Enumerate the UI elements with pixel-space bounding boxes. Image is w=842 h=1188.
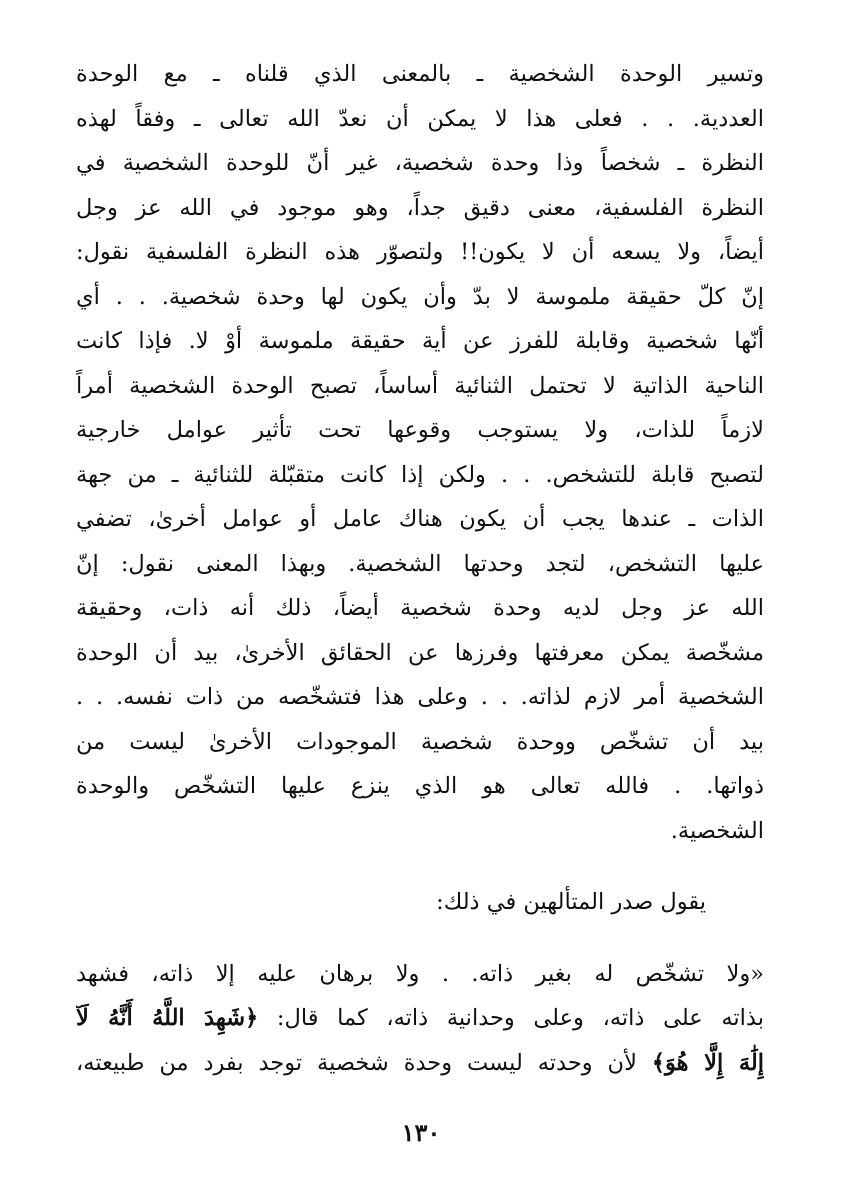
text-line: ذواتها. . فالله تعالى هو الذي ينزع عليها التشخّص والوحدة <box>76 773 764 799</box>
quote-line: «ولا تشخّص له بغير ذاته. . ولا برهان عليه إلا ذاته، فشهد <box>76 960 764 987</box>
text-line: عليها التشخص، لتجد وحدتها الشخصية. وبهذا المعنى نقول: إنّ <box>76 550 764 577</box>
quote-text: بذاته على ذاته، وعلى وحدانية ذاته، كما قال: <box>276 1005 764 1031</box>
paragraph-gap <box>76 853 764 880</box>
text-line: لتصبح قابلة للتشخص. . . ولكن إذا كانت متقبّلة للثنائية ـ من جهة <box>76 461 764 488</box>
text-line: الناحية الذاتية لا تحتمل الثنائية أساساً، تصبح الوحدة الشخصية أمراً <box>76 372 764 399</box>
text-line: النظرة الفلسفية، معنى دقيق جداً، وهو موجود في الله عز وجل <box>76 194 764 221</box>
page-number: ١٣٠ <box>401 1118 441 1147</box>
text-line: الذات ـ عندها يجب أن يكون هناك عامل أو عوامل أخرىٰ، تضفي <box>76 506 764 532</box>
text-line: أنّها شخصية وقابلة للفرز عن أية حقيقة ملموسة أوْ لا. فإذا كانت <box>76 328 764 354</box>
quote-intro: يقول صدر المتألهين في ذلك: <box>436 889 706 915</box>
text-line: أيضاً، ولا يسعه أن لا يكون!! ولتصوّر هذه النظرة الفلسفية نقول: <box>76 239 764 265</box>
quran-verse: إِلَٰهَ إِلَّا هُوَ﴾ <box>651 1049 764 1076</box>
quote-line <box>76 996 764 1041</box>
text-line: العددية. . . فعلى هذا لا يمكن أن نعدّ الله تعالى ـ وفقاً لهذه <box>76 105 764 132</box>
text-line: لازماً للذات، ولا يستوجب وقوعها تحت تأثير عوامل خارجية <box>76 417 764 443</box>
text-line: بيد أن تشخّص ووحدة شخصية الموجودات الأخرىٰ ليست من <box>76 728 764 755</box>
paragraph-gap <box>76 925 764 952</box>
text-line: الله عز وجل لديه وحدة شخصية أيضاً، ذلك أنه ذات، وحقيقة <box>76 595 764 621</box>
page-body <box>76 52 764 1085</box>
quote-line <box>76 1041 764 1086</box>
text-line: مشخّصة يمكن معرفتها وفرزها عن الحقائق الأخرىٰ، بيد أن الوحدة <box>76 639 764 666</box>
text-line: النظرة ـ شخصاً وذا وحدة شخصية، غير أنّ للوحدة الشخصية في <box>76 150 764 176</box>
text-line: إنّ كلّ حقيقة ملموسة لا بدّ وأن يكون لها وحدة شخصية. . . أي <box>76 283 764 310</box>
text-line: الشخصية أمر لازم لذاته. . . وعلى هذا فتشخّصه من ذات نفسه. . . <box>76 684 764 710</box>
quotation-block <box>76 952 764 1086</box>
text-line: وتسير الوحدة الشخصية ـ بالمعنى الذي قلناه ـ مع الوحدة <box>76 61 764 87</box>
quote-text: لأن وحدته ليست وحدة شخصية توجد بفرد من طبيعته، <box>76 1049 637 1076</box>
quran-verse: ﴿شَهِدَ اللَّهُ أَنَّهُ لَآ <box>76 1005 259 1031</box>
main-paragraph <box>76 52 764 853</box>
text-line: الشخصية. <box>670 817 764 844</box>
